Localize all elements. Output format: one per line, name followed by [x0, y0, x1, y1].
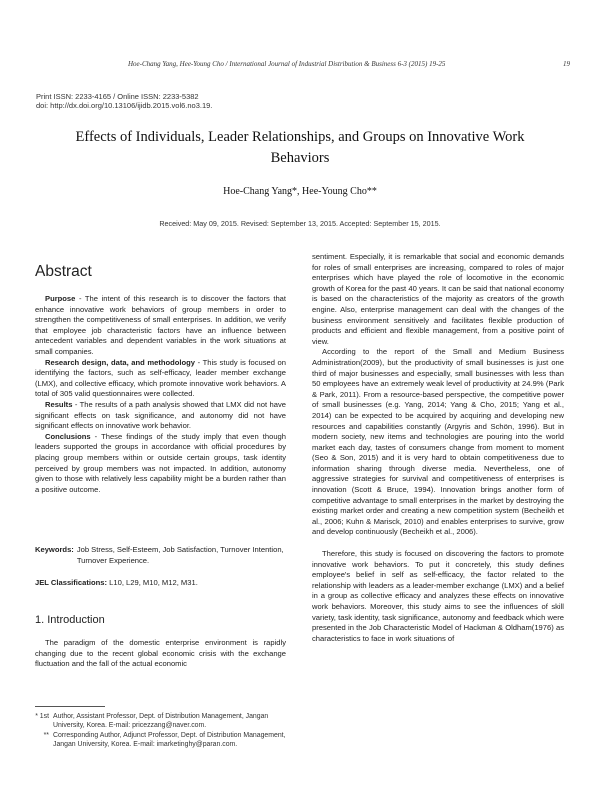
- body-paragraph: sentiment. Especially, it is remarkable that social and economic demands for roles of small enterprises are increasing, compared to roles of major enterprises which have played the role of locomotive in the economic growth of Korea for the past 40 years. It can be said that national economy is based on the characteristics of the majority as creators of the growth engine. Also, enterprise management can deal with the changes of the business environment sensitively and facilitates flexible production of products and efficient and flexible management, from a positive point of view.: [312, 252, 564, 346]
- abstract-purpose: [35, 294, 286, 358]
- introduction-body: [35, 638, 286, 670]
- footnote-1-text: Author, Assistant Professor, Dept. of Distribution Management, Jangan University, Korea. E-mail: pricezzang@naver.com.: [53, 713, 269, 730]
- keywords-label: Keywords:: [35, 545, 74, 554]
- footnote-divider: [35, 706, 105, 707]
- body-paragraph: According to the report of the Small and Medium Business Administration(2009), but the productivity of small businesses is just one third of major businesses and especially, small businesses with less than 50 employees have an extremely weak level of productivity at 24.9% (Park & Park, 2011). From a resource-based perspective, the competitive power of small businesses (e.g. Yang, 2014; Yang & Cho, 2015; Yang et al., 2014) can be expected to be acquired by acquiring and developing new resources and capabilities constantly (Argyris and Schön, 1996). But in modern society, new items and technologies are pouring into the world market each day, tastes of consumers change from moment to moment (Seo & Son, 2015) and it is very hard to obtain competitiveness due to information sharing through diverse media. Nevertheless, one of aggressive strategies for survival and competitiveness of enterprises is innovation (Scott & Bruce, 1994). Innovation brings another form of competitive advantage to small enterprises in the market by destroying the existing market order and creating a new competition system (Becheikh et al., 2006; Kuhn & Marisck, 2010) and enables enterprises to survive, grow and develop continuously (Becheikh et al., 2006).: [312, 347, 564, 537]
- received-dates: Received: May 09, 2015. Revised: September 13, 2015. Accepted: September 15, 2015.: [159, 219, 441, 228]
- right-column: [312, 252, 564, 644]
- conclusions-text: - These findings of the study imply that even though leaders supported the groups in accordance with official procedures by placing group members within or outside certain groups, task identity perceived by group members was not impacted. In addition, autonomy given to those with relatively less capability might be a burden rather than a positive outcome.: [35, 431, 286, 494]
- body-paragraph: Therefore, this study is focused on discovering the factors to promote innovative work behaviors. To put it concretely, this study defines employee's belief in self as self-efficacy, the factor related to the relationship with leaders as a leader-member exchange (LMX) and a belief in a group as collective efficacy and analyzes these effects on innovative work behaviors. Moreover, this study aims to see the influences of skill variety, task identity, task significance, autonomy and feedback which were presented in the Job Characteristic Model of Hackman & Oldham(1976) as characteristics to face in work situations of: [312, 549, 564, 643]
- keywords-values: Job Stress, Self-Esteem, Job Satisfaction, Turnover Intention, Turnover Experience.: [76, 545, 284, 565]
- paper-title: Effects of Individuals, Leader Relationships, and Groups on Innovative Work Behaviors: [75, 129, 525, 166]
- abstract-results: [35, 400, 286, 432]
- abstract-conclusions: [35, 432, 286, 496]
- footnote-2-text: Corresponding Author, Adjunct Professor, Dept. of Distribution Management, Jangan University, Korea. E-mail: imarketinghy@paran.com.: [53, 731, 286, 749]
- doi-line: doi: http://dx.doi.org/10.13106/ijidb.2015.vol6.no3.19.: [36, 101, 213, 110]
- paragraph-gap: [312, 538, 564, 549]
- footnotes: [35, 712, 287, 750]
- abstract-design: [35, 358, 286, 400]
- issn-line: Print ISSN: 2233-4165 / Online ISSN: 2233-5382: [36, 92, 199, 101]
- keywords: [35, 545, 286, 566]
- abstract-heading: Abstract: [35, 263, 92, 280]
- purpose-label: Purpose: [45, 294, 76, 303]
- jel-label: JEL Classifications:: [35, 578, 108, 587]
- authors: Hoe-Chang Yang*, Hee-Young Cho**: [223, 186, 377, 197]
- purpose-text: - The intent of this research is to discover the factors that enhance innovative work behaviors of group members in order to strengthen the competitiveness of small enterprises. In addition, we verify that employee job characteristic factors have an influence between antecedent variables and dependent variables in the work situations at small companies.: [35, 294, 286, 356]
- issn-block: [36, 92, 212, 110]
- footnote-1-mark: * 1st: [35, 713, 49, 720]
- footnote-1: [35, 712, 287, 731]
- jel-classifications: [35, 578, 198, 587]
- design-label: Research design, data, and methodology: [45, 357, 196, 367]
- results-label: Results: [45, 399, 73, 409]
- right-column-body: [312, 252, 564, 644]
- footnote-2-mark: **: [43, 731, 49, 739]
- footnote-2: [35, 731, 287, 750]
- page-number: 19: [563, 60, 570, 68]
- abstract-body: [35, 294, 286, 495]
- results-text: - The results of a path analysis showed that LMX did not have significant effects on task significance, and autonomy did not have significant effects on innovative work behavior.: [35, 399, 286, 431]
- conclusions-label: Conclusions: [45, 431, 91, 441]
- introduction-heading: 1. Introduction: [35, 614, 105, 626]
- design-text: - This study is focused on identifying the factors, such as self-efficacy, leader member exchange (LMX), and collective efficacy, which promote innovative work behaviors. A total of 305 valid questionnaires were collected.: [35, 357, 287, 399]
- running-head-text: Hoe-Chang Yang, Hee-Young Cho / International Journal of Industrial Distribution & Business 6-3 (2015) 19-25: [128, 60, 446, 68]
- jel-values: L10, L29, M10, M12, M31.: [109, 578, 198, 587]
- introduction-paragraph: The paradigm of the domestic enterprise environment is rapidly changing due to the recent global economic crisis with the exchange fluctuation and the fall of the actual economic: [35, 638, 286, 669]
